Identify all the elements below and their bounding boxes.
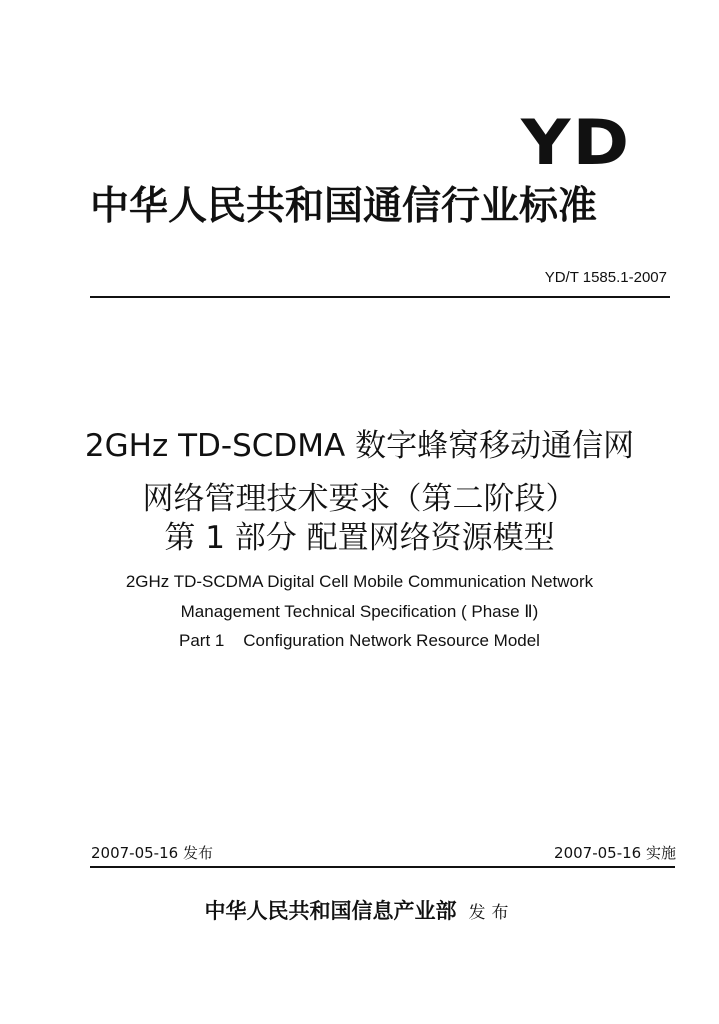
publish-date: 2007-05-16 发布 — [91, 844, 213, 862]
title-en-line-3: Part 1 Configuration Network Resource Model — [179, 631, 540, 650]
footer-divider — [90, 866, 675, 868]
title-cn-line-1: 2GHz TD-SCDMA 数字蜂窝移动通信网 — [84, 428, 635, 464]
standard-category-title: 中华人民共和国通信行业标准 — [90, 184, 598, 229]
implement-date: 2007-05-16 实施 — [554, 844, 676, 862]
title-cn-line-2: 网络管理技术要求（第二阶段） — [142, 481, 577, 517]
yd-logo: YD — [520, 106, 631, 179]
title-cn-line-3: 第 1 部分 配置网络资源模型 — [164, 520, 555, 556]
issuer-name: 中华人民共和国信息产业部 — [204, 898, 457, 923]
title-en-line-1: 2GHz TD-SCDMA Digital Cell Mobile Communication Network — [125, 572, 594, 591]
issuer — [0, 898, 719, 923]
title-en-line-2: Management Technical Specification ( Phase Ⅱ) — [180, 602, 539, 621]
issuer-verb: 发布 — [468, 903, 515, 923]
header-divider — [90, 296, 670, 298]
standard-code: YD/T 1585.1-2007 — [544, 269, 667, 286]
